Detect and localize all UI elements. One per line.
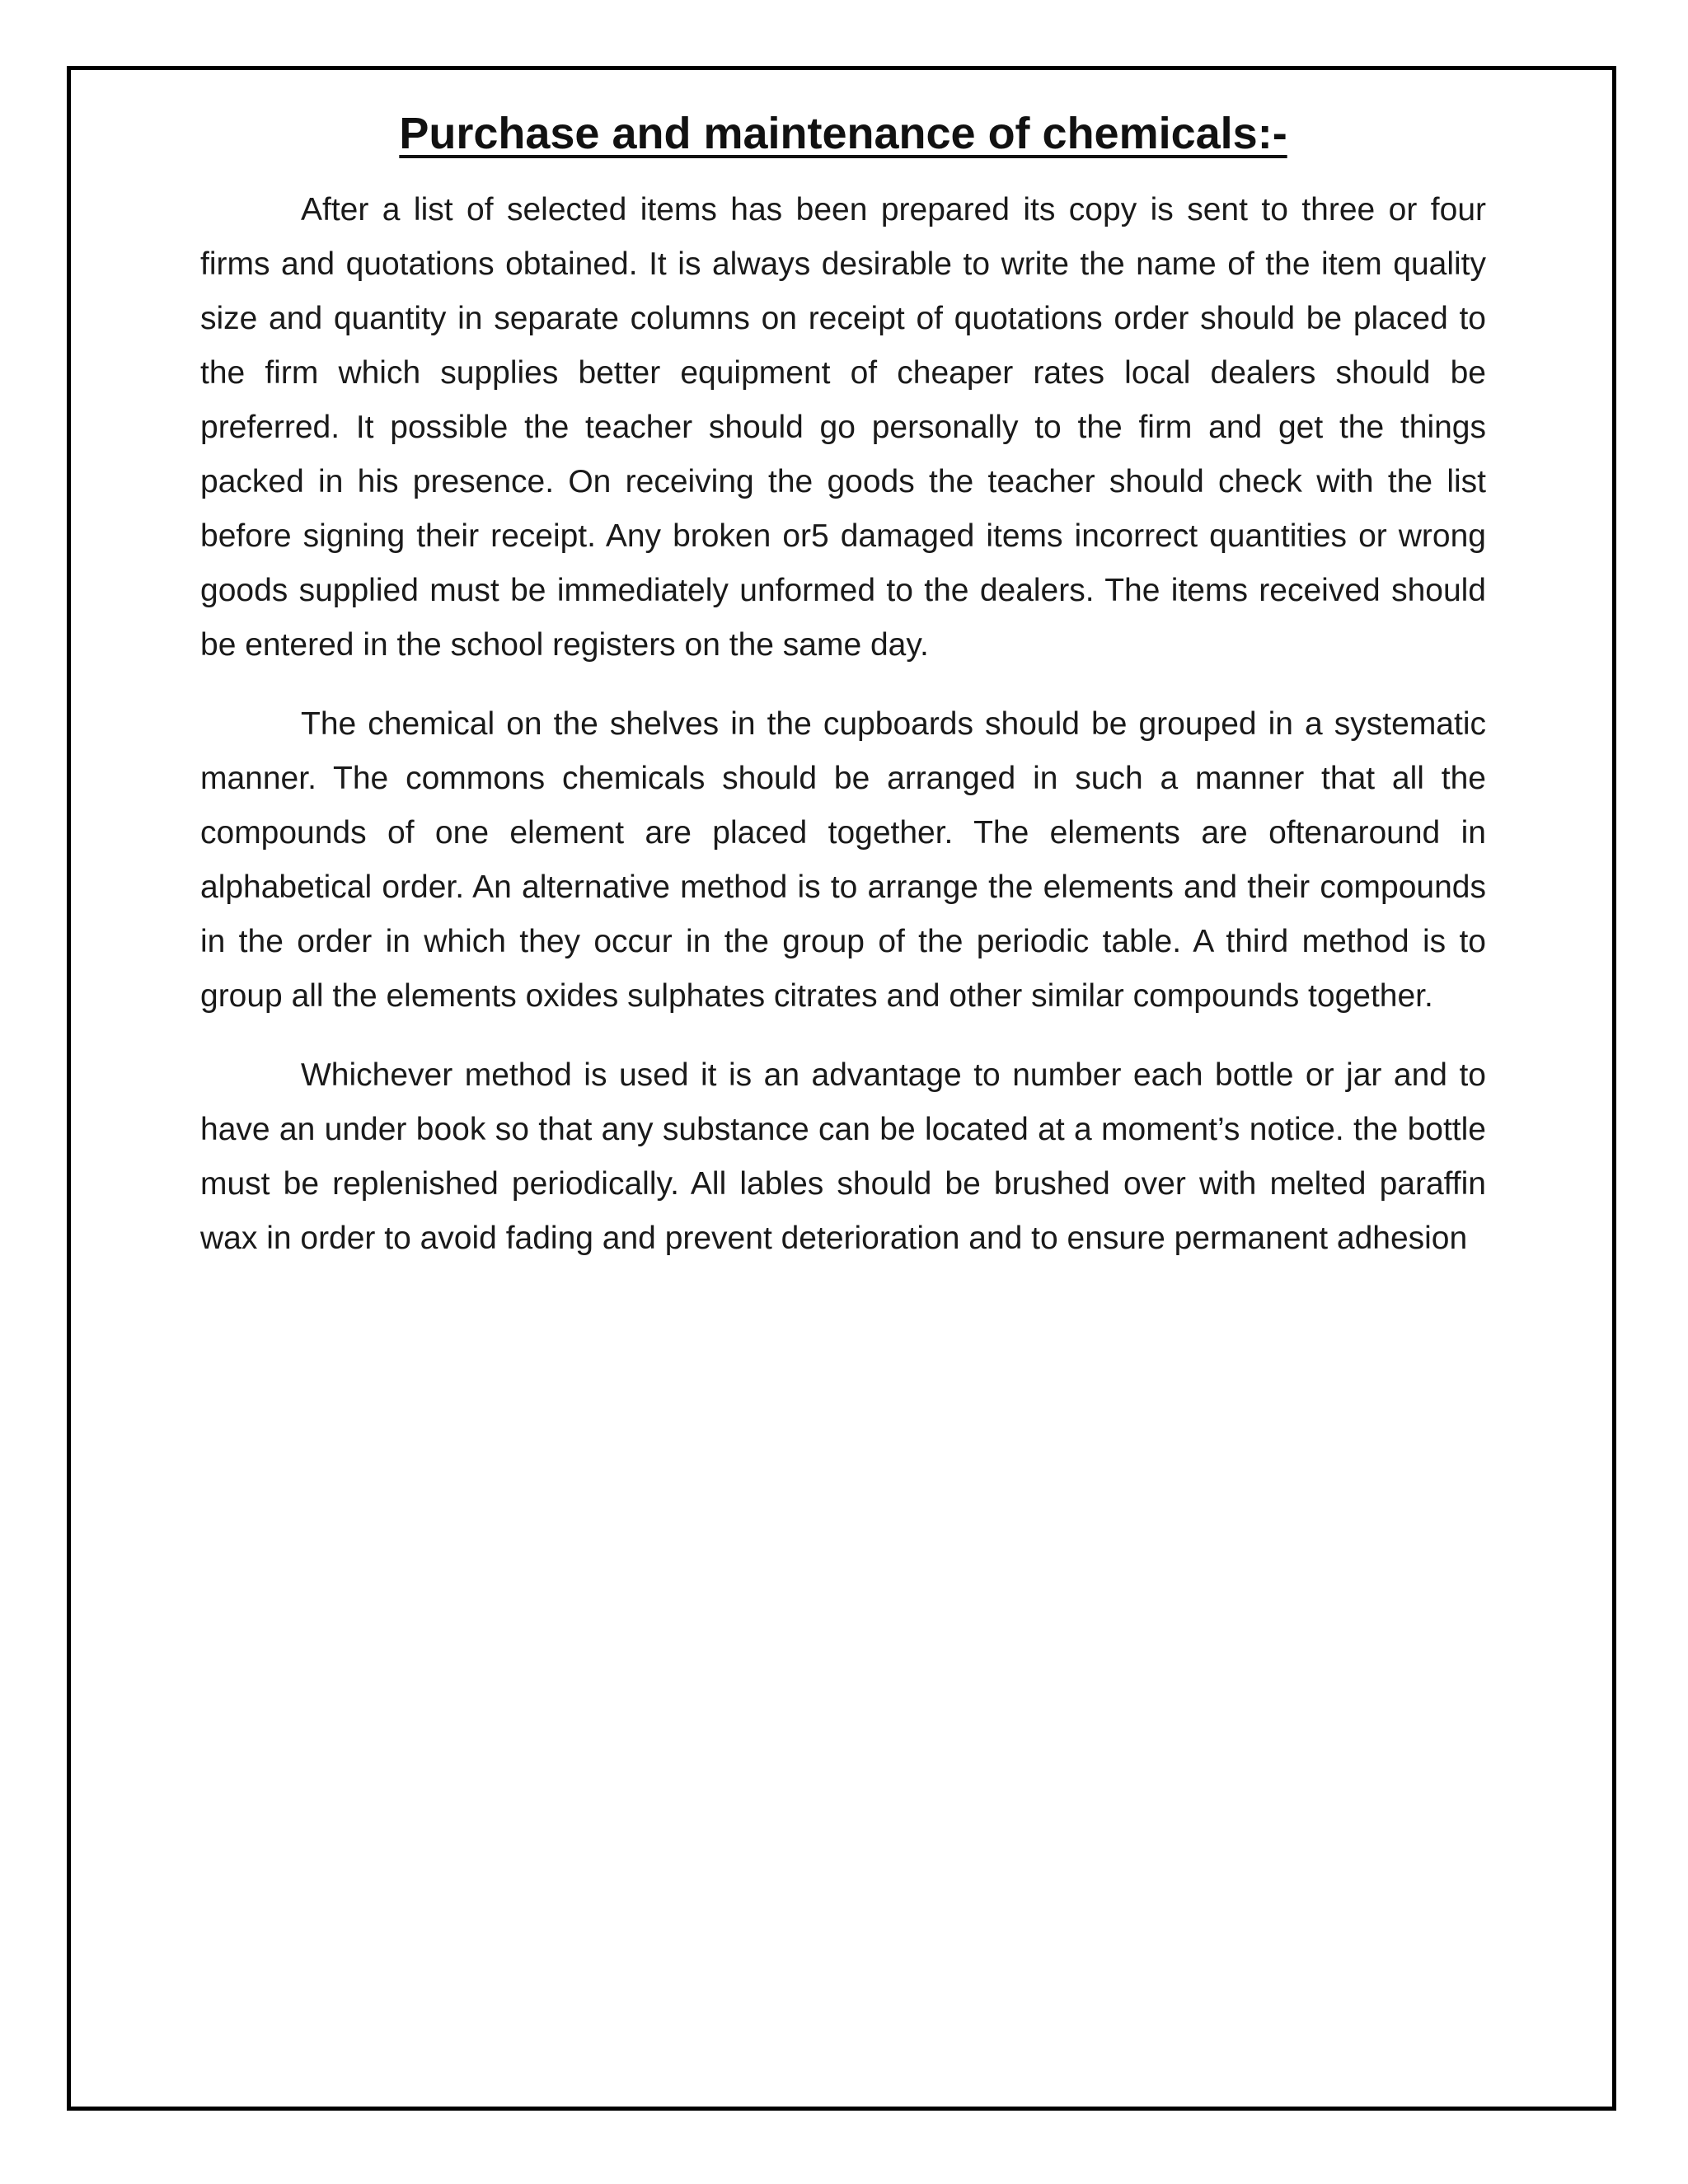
paragraph-labelling: Whichever method is used it is an advantage to number each bottle or jar and to have an under book so that any substance can be located at a moment’s notice. the bottle must be replenished periodically. All lables should be brushed over with melted paraffin wax in order to avoid fading and prevent deterioration and to ensure permanent adhesion	[200, 1057, 1486, 1256]
document-body	[200, 99, 1486, 1291]
paragraph-purchase: After a list of selected items has been prepared its copy is sent to three or four firms and quotations obtained. It is always desirable to write the name of the item quality size and quantity in separate columns on receipt of quotations order should be placed to the firm which supplies better equipment of cheaper rates local dealers should be preferred. It possible the teacher should go personally to the firm and get the things packed in his presence. On receiving the goods the teacher should check with the list before signing their receipt. Any broken or5 damaged items incorrect quantities or wrong goods supplied must be immediately unformed to the dealers. The items received should be entered in the school registers on the same day.	[200, 192, 1486, 663]
paragraph-arrangement: The chemical on the shelves in the cupboards should be grouped in a systematic manner. The commons chemicals should be arranged in such a manner that all the compounds of one element are placed together. The elements are oftenaround in alphabetical order. An alternative method is to arrange the elements and their compounds in the order in which they occur in the group of the periodic table. A third method is to group all the elements oxides sulphates citrates and other similar compounds together.	[200, 706, 1486, 1014]
page-title: Purchase and maintenance of chemicals:-	[399, 109, 1287, 158]
